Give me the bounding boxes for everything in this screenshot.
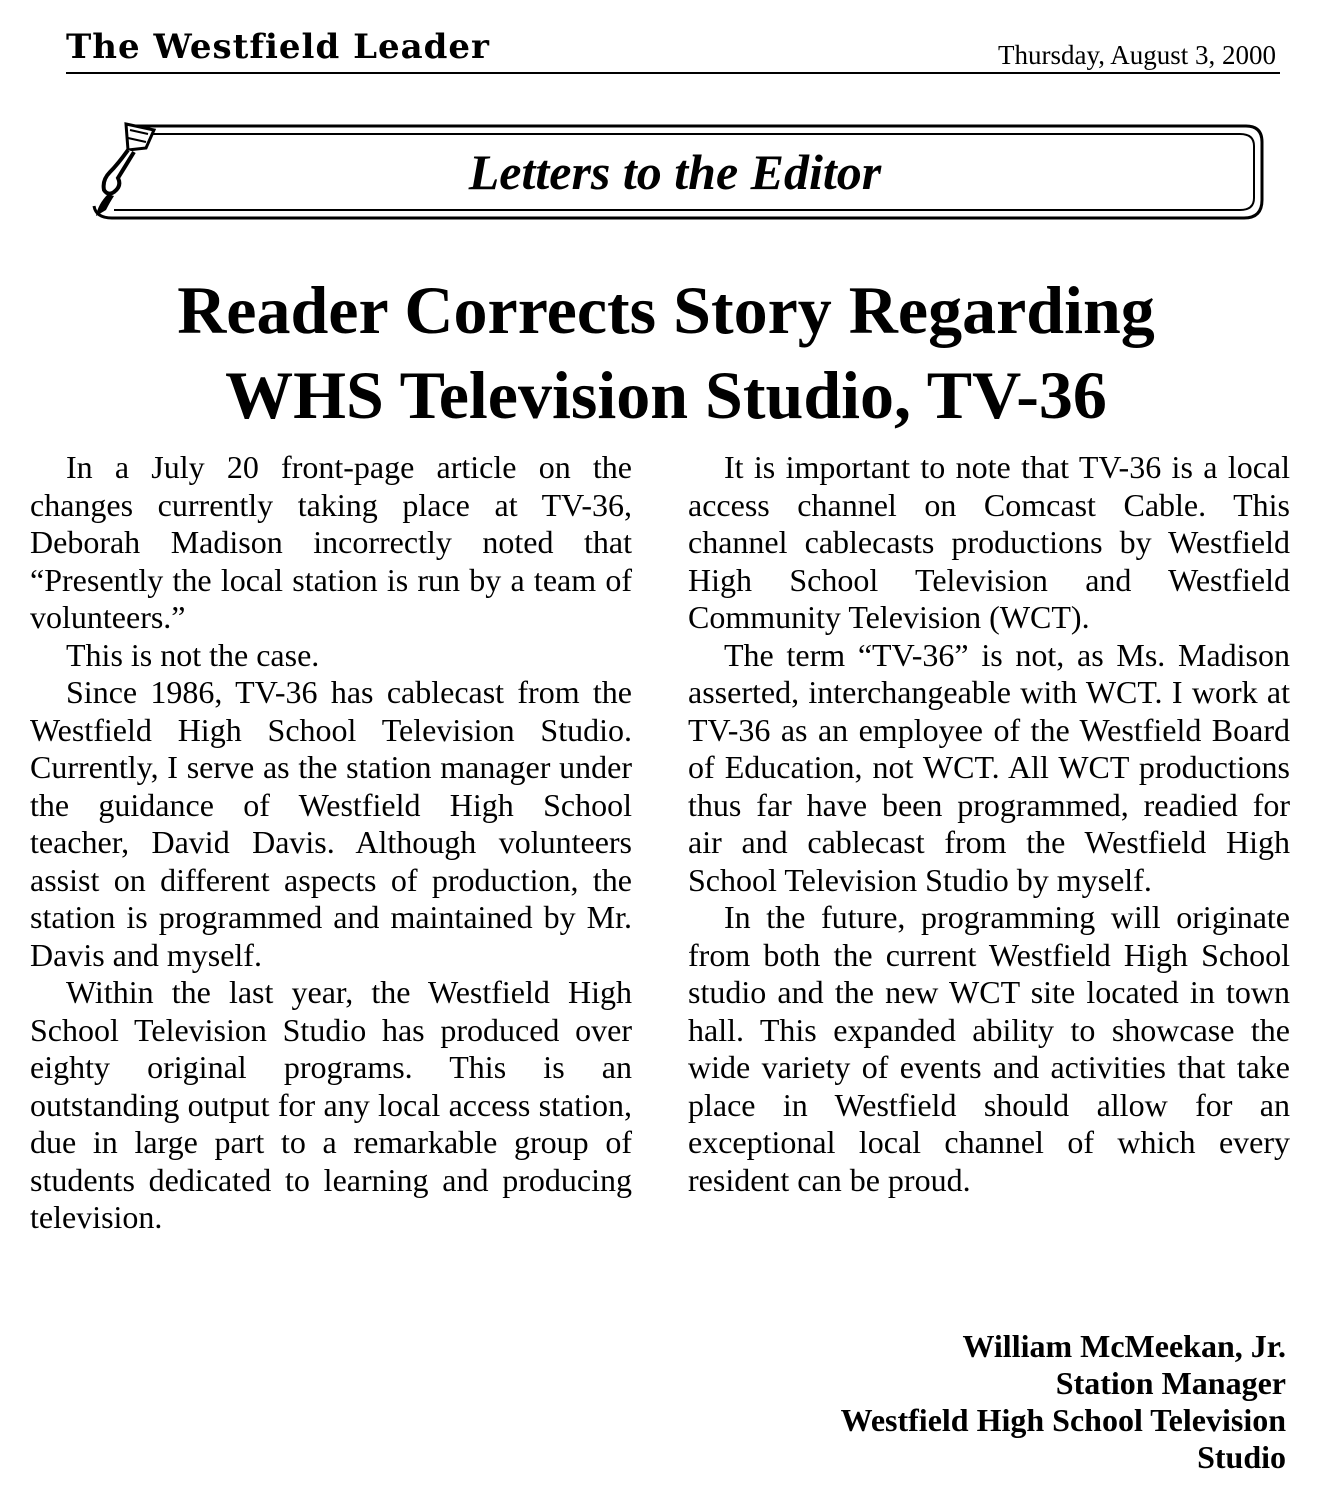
- left-paragraph-1: In a July 20 front-page article on the changes currently taking place at TV-36, Deborah Madison incorrectly noted that “Presently the local station is run by a team of volunteers.”: [30, 449, 632, 635]
- left-paragraph-2: This is not the case.: [66, 636, 320, 673]
- masthead-rule: [66, 72, 1280, 74]
- headline-line-2: WHS Television Studio, TV-36: [225, 357, 1107, 433]
- signature-org-line-2: Studio: [1197, 1439, 1286, 1475]
- right-paragraph-3: In the future, programming will originate from both the current Westfield High School studio and the new WCT site located in town hall. This expanded ability to showcase the wide variety of events and activities that take place in Westfield should allow for an exceptional local channel of which every resident can be proud.: [688, 899, 1290, 1198]
- left-paragraph-3: Since 1986, TV-36 has cablecast from the Westfield High School Television Studio. Currently, I serve as the station manager under the guidance of Westfield High School teacher, David Davis. Although volunteers assist on different aspects of production, the station is programmed and maintained by Mr. Davis and myself.: [30, 674, 632, 973]
- signature-block: [666, 1328, 1286, 1476]
- headline-line-1: Reader Corrects Story Regarding: [177, 272, 1155, 348]
- signature-name: William McMeekan, Jr.: [962, 1328, 1286, 1364]
- left-paragraph-4: Within the last year, the Westfield High School Television Studio has produced over eighty original programs. This is an outstanding output for any local access station, due in large part to a remarkable group of students dedicated to learning and producing television.: [30, 974, 632, 1235]
- headline: [0, 268, 1332, 438]
- right-column: [688, 449, 1290, 1199]
- signature-title: Station Manager: [1055, 1365, 1286, 1401]
- left-column: [30, 449, 632, 1237]
- right-paragraph-1: It is important to note that TV-36 is a local access channel on Comcast Cable. This channel cablecasts productions by Westfield High School Television and Westfield Community Television (WCT).: [688, 449, 1290, 635]
- masthead-name: The Westfield Leader: [66, 27, 490, 67]
- publication-date: Thursday, August 3, 2000: [998, 40, 1276, 70]
- section-title: Letters to the Editor: [468, 144, 882, 200]
- right-paragraph-2: The term “TV-36” is not, as Ms. Madison asserted, interchangeable with WCT. I work at TV-36 as an employee of the Westfield Board of Education, not WCT. All WCT productions thus far have been programmed, readied for air and cablecast from the Westfield High School Television Studio by myself.: [688, 636, 1290, 898]
- signature-org-line-1: Westfield High School Television: [840, 1402, 1286, 1438]
